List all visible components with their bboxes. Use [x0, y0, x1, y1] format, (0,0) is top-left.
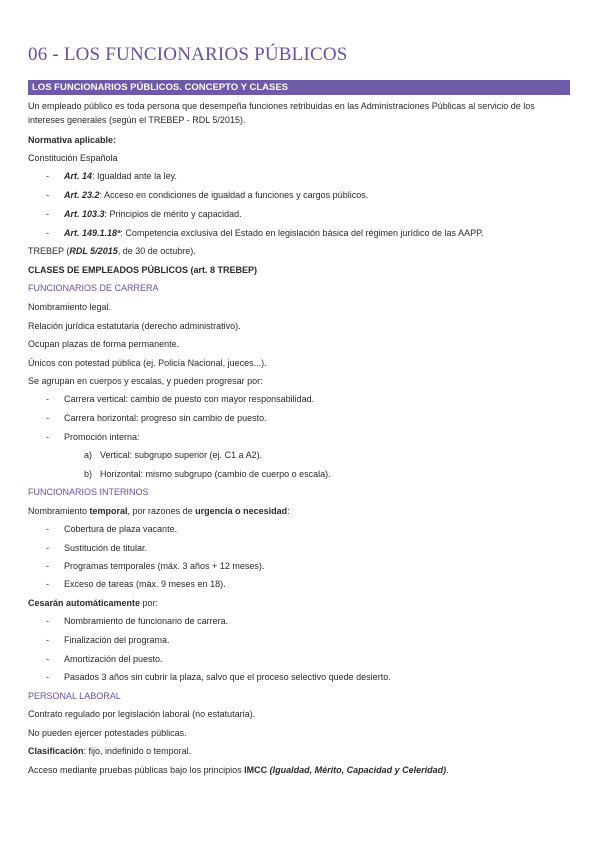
laboral-heading: PERSONAL LABORAL	[28, 691, 121, 701]
normativa-heading: Normativa aplicable:	[28, 135, 117, 145]
bullet-dash: -	[46, 654, 49, 664]
bullet-dash: -	[46, 635, 49, 645]
sub-item-label: a)	[84, 450, 93, 460]
sub-item-text: Vertical: subgrupo superior (ej. C1 a A2).	[100, 450, 263, 460]
sub-item-text: Horizontal: mismo subgrupo (cambio de cuerpo o escala).	[100, 469, 331, 479]
article-item: Art. 149.1.18ª: Competencia exclusiva del Estado en legislación básica del régimen jurídico de las AAPP.	[64, 228, 484, 238]
bullet-dash: -	[46, 616, 49, 626]
clases-heading: CLASES DE EMPLEADOS PÚBLICOS (art. 8 TREBEP)	[28, 265, 258, 275]
bullet-dash: -	[46, 413, 49, 423]
interinos-heading: FUNCIONARIOS INTERINOS	[28, 487, 149, 497]
cesar-bullet: Amortización del puesto.	[64, 654, 163, 664]
carrera-bullet: Carrera horizontal: progreso sin cambio de puesto.	[64, 413, 267, 423]
bullet-dash: -	[46, 190, 49, 200]
trebep-line: TREBEP (RDL 5/2015, de 30 de octubre).	[28, 246, 196, 256]
constitucion-label: Constitución Española	[28, 153, 118, 163]
bullet-dash: -	[46, 394, 49, 404]
article-item: Art. 103.3: Principios de mérito y capacidad.	[64, 209, 242, 219]
bullet-dash: -	[46, 228, 49, 238]
clasificacion-line: Clasificación: fijo, indefinido o temporal.	[28, 746, 192, 756]
cesar-bullet: Nombramiento de funcionario de carrera.	[64, 616, 229, 626]
bullet-dash: -	[46, 209, 49, 219]
bullet-dash: -	[46, 171, 49, 181]
article-item: Art. 23.2: Acceso en condiciones de igualdad a funciones y cargos públicos.	[64, 190, 369, 200]
intro-paragraph: Un empleado público es toda persona que desempeña funciones retribuidas en las Administraciones Públicas al servicio de los intereses generales (según el TREBEP - RDL 5/2015).	[28, 101, 535, 125]
carrera-heading: FUNCIONARIOS DE CARRERA	[28, 283, 159, 293]
cesar-bullet: Pasados 3 años sin cubrir la plaza, salvo que el proceso selectivo quede desierto.	[64, 672, 391, 682]
cesaran-line: Cesarán automáticamente por:	[28, 598, 159, 608]
interinos-bullet: Cobertura de plaza vacante.	[64, 524, 178, 534]
section-banner: LOS FUNCIONARIOS PÚBLICOS. CONCEPTO Y CLASES	[28, 80, 570, 95]
sub-item-label: b)	[84, 469, 93, 479]
bullet-dash: -	[46, 672, 49, 682]
bullet-dash: -	[46, 579, 49, 589]
article-item: Art. 14: Igualdad ante la ley.	[64, 171, 177, 181]
interinos-bullet: Sustitución de titular.	[64, 543, 148, 553]
bullet-dash: -	[46, 543, 49, 553]
cesar-bullet: Finalización del programa.	[64, 635, 170, 645]
carrera-line: Ocupan plazas de forma permanente.	[28, 339, 180, 349]
interinos-bullet: Programas temporales (máx. 3 años + 12 meses).	[64, 561, 265, 571]
carrera-line: Relación jurídica estatutaria (derecho administrativo).	[28, 321, 241, 331]
carrera-line: Se agrupan en cuerpos y escalas, y pueden progresar por:	[28, 376, 263, 386]
page-title: 06 - LOS FUNCIONARIOS PÚBLICOS	[28, 44, 348, 65]
carrera-bullet: Carrera vertical: cambio de puesto con mayor responsabilidad.	[64, 394, 315, 404]
interinos-intro: Nombramiento temporal, por razones de urgencia o necesidad:	[28, 506, 290, 516]
carrera-line: Únicos con potestad pública (ej. Policía Nacional, jueces...).	[28, 358, 267, 368]
laboral-line: No pueden ejercer potestades públicas.	[28, 728, 187, 738]
laboral-line: Contrato regulado por legislación laboral (no estatutaria).	[28, 709, 256, 719]
interinos-bullet: Exceso de tareas (máx. 9 meses en 18).	[64, 579, 226, 589]
carrera-line: Nombramiento legal.	[28, 302, 112, 312]
bullet-dash: -	[46, 432, 49, 442]
acceso-line: Acceso mediante pruebas públicas bajo los principios IMCC (Igualdad, Mérito, Capacidad y Celeridad).	[28, 765, 449, 775]
carrera-bullet: Promoción interna:	[64, 432, 140, 442]
bullet-dash: -	[46, 524, 49, 534]
bullet-dash: -	[46, 561, 49, 571]
